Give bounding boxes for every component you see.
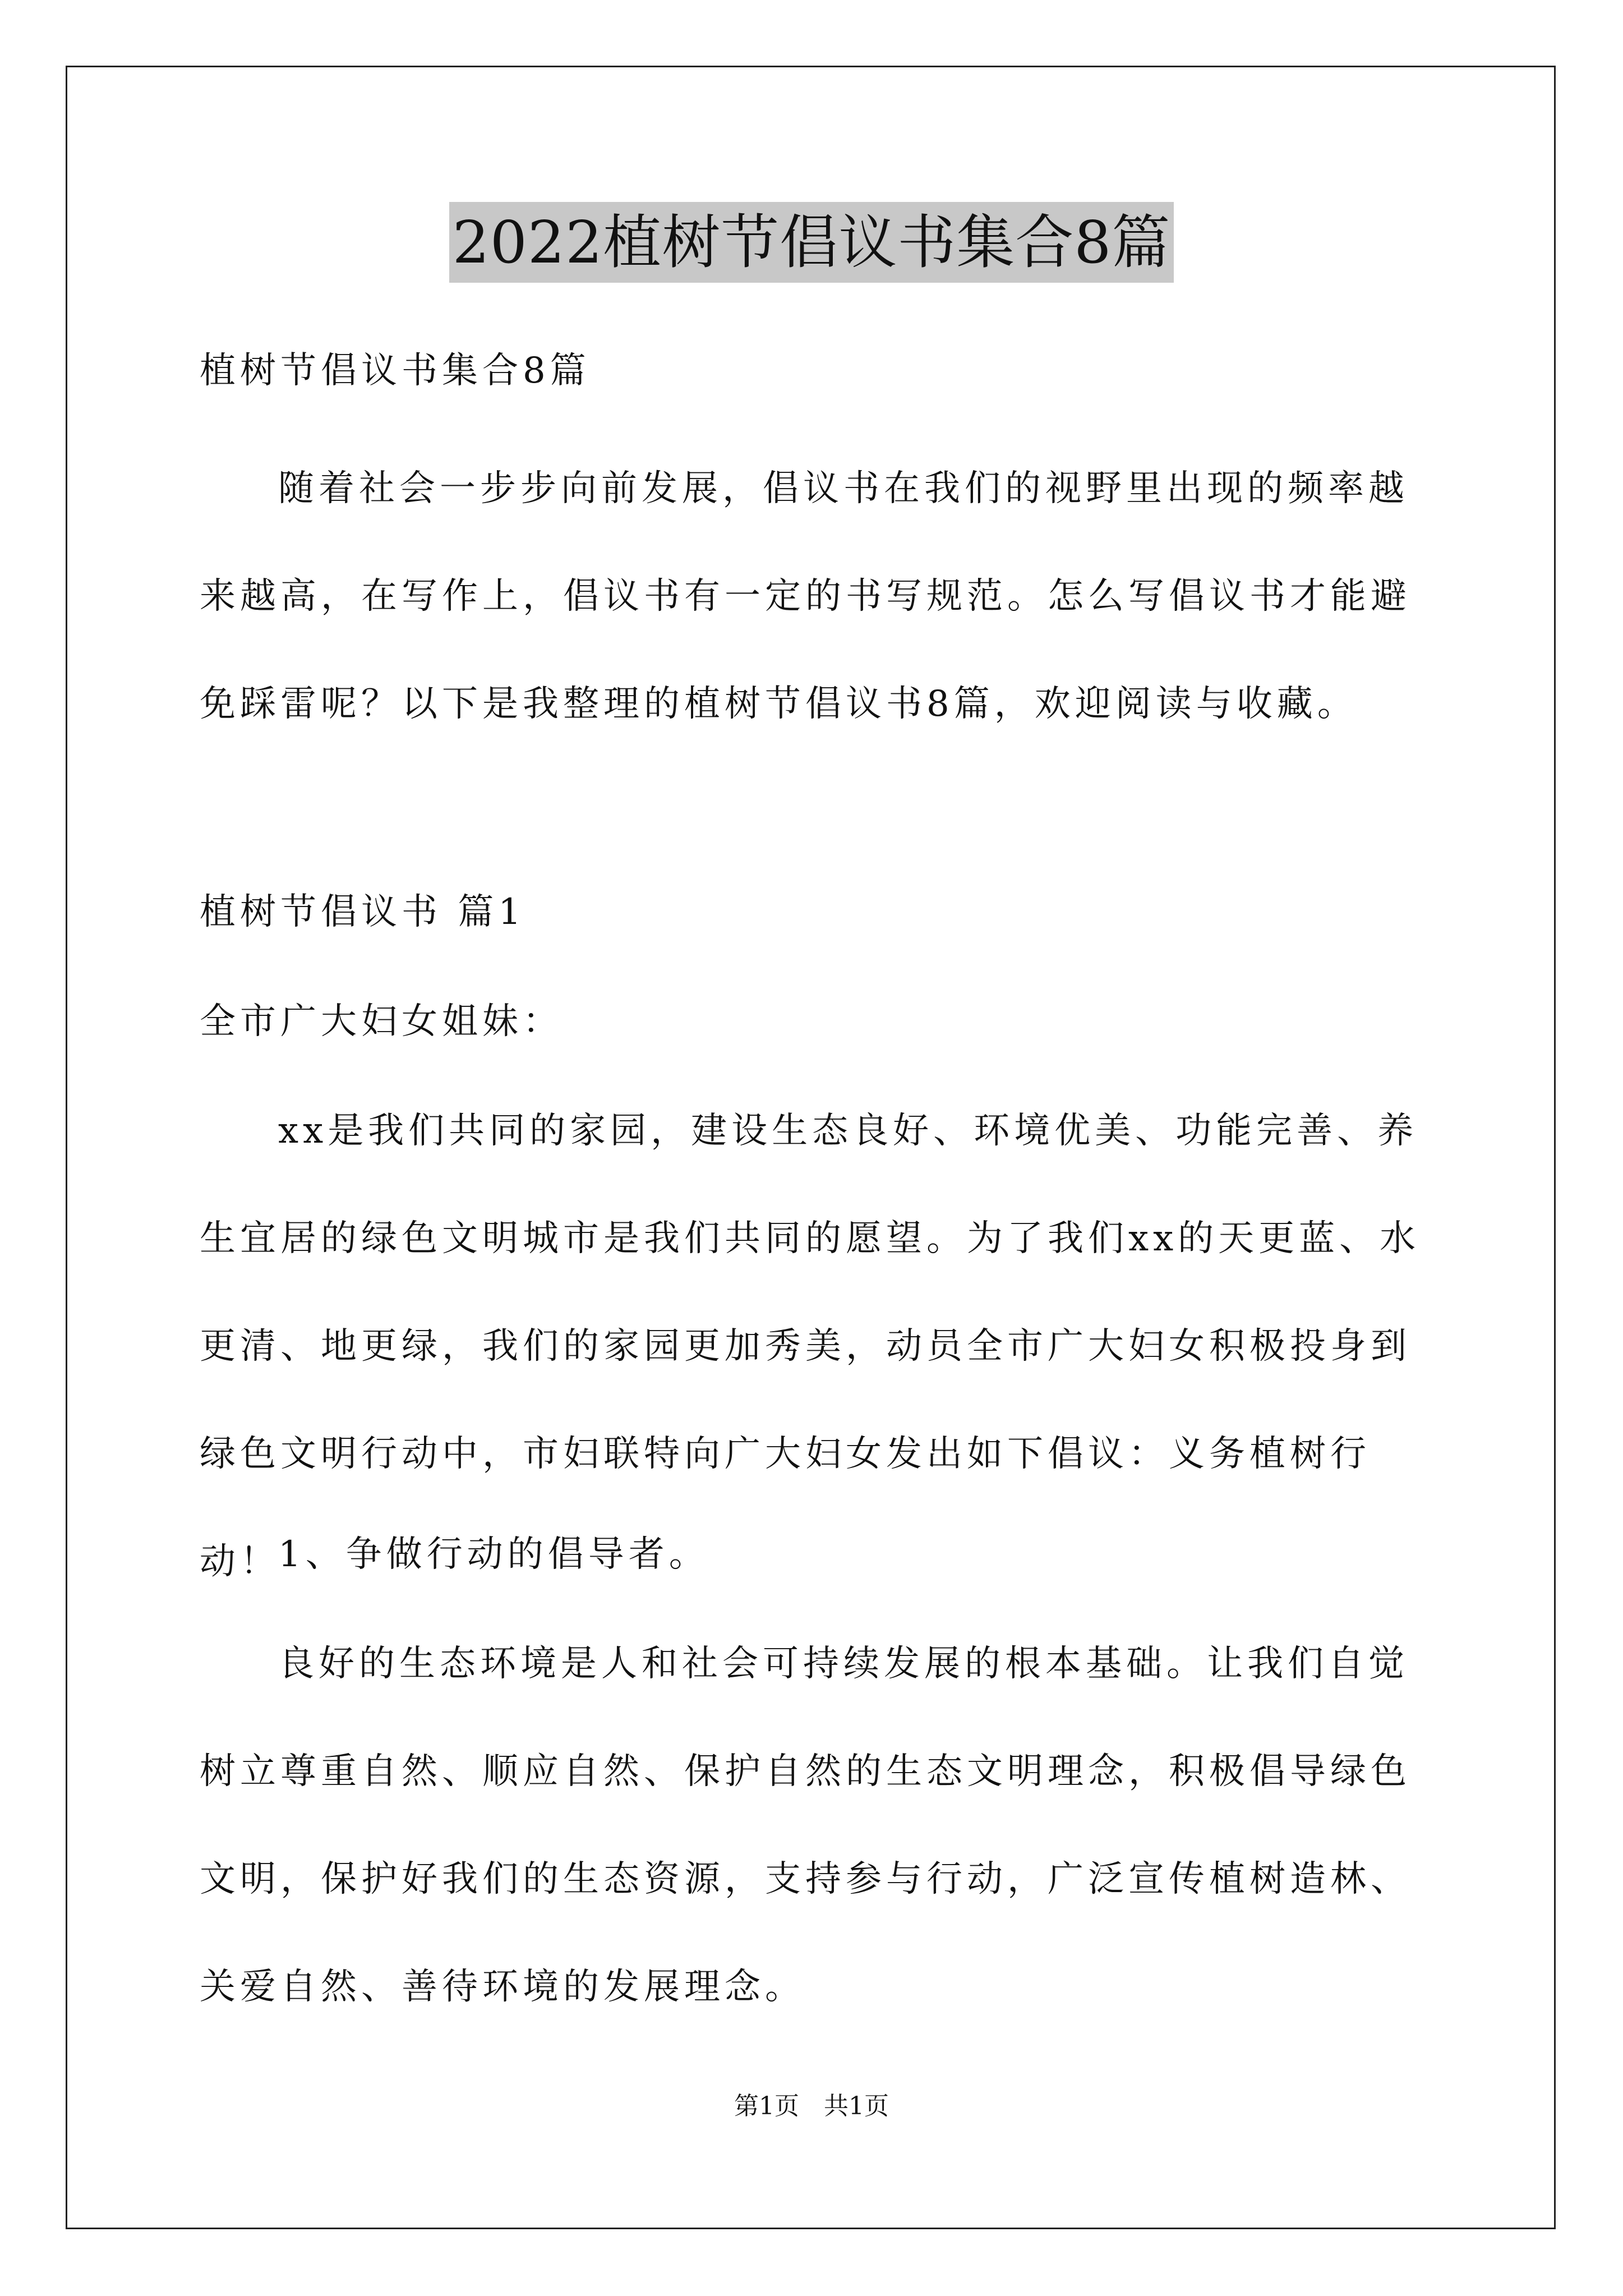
body-paragraph-2: 良好的生态环境是人和社会可持续发展的根本基础。让我们自觉树立尊重自然、顺应自然、保护自然的生态文明理念，积极倡导绿色文明，保护好我们的生态资源，支持参与行动，广泛宣传植树造林、关爱自然、善待环境的发展理念。: [200, 1643, 1411, 2008]
page-number-footer: 第1页 共1页: [734, 2092, 889, 2120]
intro-paragraph: 随着社会一步步向前发展，倡议书在我们的视野里出现的频率越来越高，在写作上，倡议书有一定的书写规范。怎么写倡议书才能避免踩雷呢？以下是我整理的植树节倡议书8篇，欢迎阅读与收藏。: [200, 468, 1411, 725]
body-paragraph-1: xx是我们共同的家园，建设生态良好、环境优美、功能完善、养生宜居的绿色文明城市是我们共同的愿望。为了我们xx的天更蓝、水更清、地更绿，我们的家园更加秀美，动员全市广大妇女积极投身到绿色文明行动中，市妇联特向广大妇女发出如下倡议：义务植树行动！: [200, 1110, 1421, 1582]
title-container: [0, 202, 1623, 283]
salutation: 全市广大妇女姐妹：: [200, 1001, 563, 1042]
section-heading: 植树节倡议书 篇1: [200, 891, 526, 933]
document-subtitle: 植树节倡议书集合8篇: [200, 350, 591, 392]
list-item-1: 1、争做行动的倡导者。: [278, 1534, 709, 1575]
document-title: 2022植树节倡议书集合8篇: [449, 202, 1174, 283]
